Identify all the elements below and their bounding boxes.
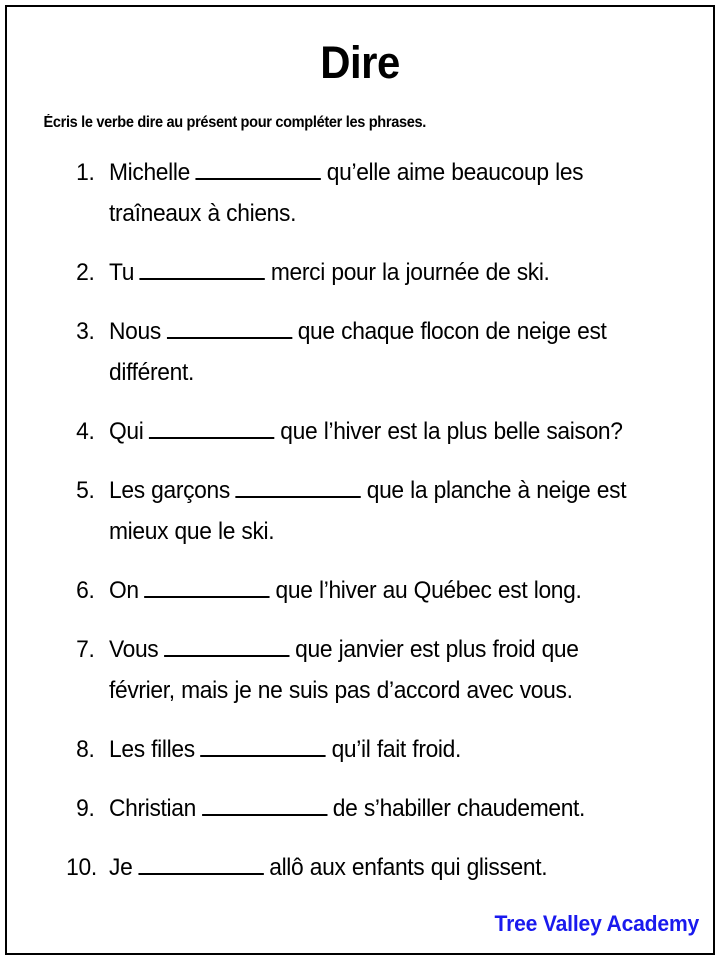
question-item: [19, 629, 701, 711]
answer-blank[interactable]: [164, 633, 289, 657]
question-text-before-blank: Les garçons: [109, 477, 230, 505]
question-text-after-blank: que l’hiver au Québec est long.: [275, 577, 582, 605]
question-list: [19, 132, 701, 888]
question-text: [109, 311, 641, 393]
answer-blank[interactable]: [144, 574, 269, 598]
question-item: [19, 470, 701, 552]
question-text: [109, 252, 641, 293]
question-text-after-blank: merci pour la journée de ski.: [270, 259, 550, 287]
answer-blank[interactable]: [140, 256, 265, 280]
question-text-after-blank: de s’habiller chaudement.: [332, 795, 586, 823]
page-title: Dire: [320, 37, 400, 88]
question-text-after-blank: que chaque flocon de neige est différent.: [109, 318, 607, 387]
question-item: [19, 847, 701, 888]
question-item: [19, 788, 701, 829]
question-number: 8.: [76, 736, 95, 764]
question-text: [109, 729, 641, 770]
question-text-after-blank: allô aux enfants qui glissent.: [269, 854, 548, 882]
question-text-after-blank: qu’il fait froid.: [331, 736, 462, 764]
question-item: [19, 570, 701, 611]
question-number: 5.: [76, 477, 95, 505]
question-text-before-blank: Michelle: [109, 159, 190, 187]
answer-blank[interactable]: [167, 315, 292, 339]
question-text: [109, 411, 641, 452]
question-text-before-blank: On: [109, 577, 139, 605]
question-text-after-blank: que janvier est plus froid que février, mais je ne suis pas d’accord avec vous.: [109, 636, 579, 705]
question-item: [19, 729, 701, 770]
question-text: [109, 629, 641, 711]
question-item: [19, 252, 701, 293]
question-text-before-blank: Je: [109, 854, 133, 882]
question-text-after-blank: que la planche à neige est mieux que le ski.: [109, 477, 627, 546]
question-number: 10.: [66, 854, 97, 882]
page-content: [5, 5, 715, 955]
question-item: [19, 311, 701, 393]
question-item: [19, 411, 701, 452]
question-item: [19, 152, 701, 234]
answer-blank[interactable]: [200, 733, 325, 757]
question-number: 4.: [76, 418, 95, 446]
question-text-before-blank: Vous: [109, 636, 159, 664]
answer-blank[interactable]: [196, 156, 321, 180]
question-text: [109, 470, 641, 552]
answer-blank[interactable]: [202, 792, 327, 816]
question-number: 6.: [76, 577, 95, 605]
answer-blank[interactable]: [149, 415, 274, 439]
question-text-before-blank: Christian: [109, 795, 196, 823]
question-text-before-blank: Tu: [109, 259, 135, 287]
question-number: 9.: [76, 795, 95, 823]
question-number: 3.: [76, 318, 95, 346]
question-text-after-blank: que l’hiver est la plus belle saison?: [280, 418, 623, 446]
question-text-before-blank: Qui: [109, 418, 144, 446]
question-number: 1.: [76, 159, 95, 187]
question-text-after-blank: qu’elle aime beaucoup les traîneaux à chiens.: [109, 159, 584, 228]
question-text: [109, 847, 641, 888]
question-number: 2.: [76, 259, 95, 287]
footer-brand: Tree Valley Academy: [494, 911, 699, 936]
question-text-before-blank: Nous: [109, 318, 161, 346]
answer-blank[interactable]: [138, 851, 263, 875]
question-text-before-blank: Les filles: [109, 736, 195, 764]
answer-blank[interactable]: [236, 474, 361, 498]
instruction-text: Écris le verbe dire au présent pour compléter les phrases.: [43, 114, 427, 132]
question-number: 7.: [76, 636, 95, 664]
question-text: [109, 152, 641, 234]
question-text: [109, 570, 641, 611]
question-text: [109, 788, 641, 829]
